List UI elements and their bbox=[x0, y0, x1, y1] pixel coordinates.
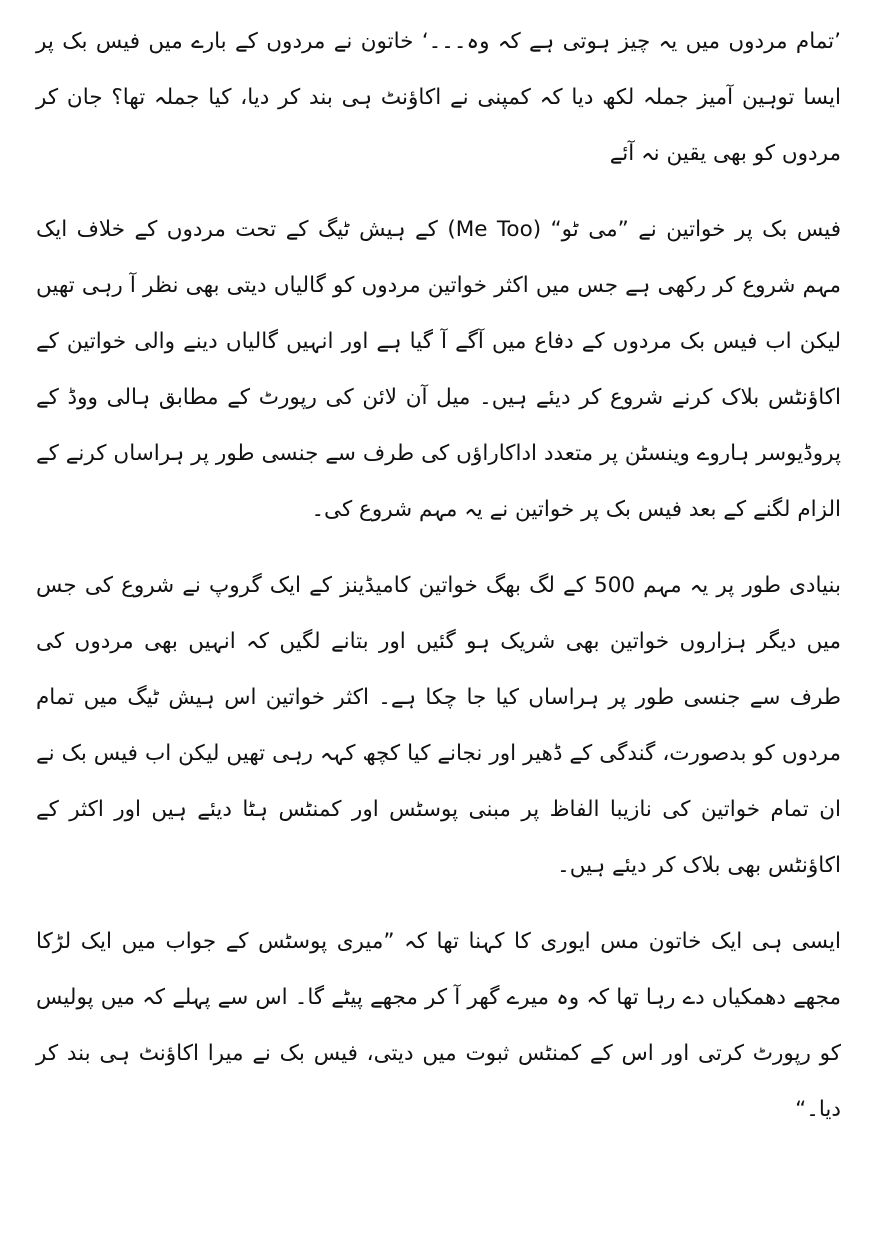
paragraph-quote: ایسی ہی ایک خاتون مس ایوری کا کہنا تھا کہ ”میری پوسٹس کے جواب میں ایک لڑکا مجھے دھمکیاں دے رہا تھا کہ وہ میرے گھر آ کر مجھے پیٹے گا۔ اس سے پہلے کہ میں پولیس کو رپورٹ کرتی اور اس کے کمنٹس ثبوت میں دیتی، فیس بک نے میرا اکاؤنٹ ہی بند کر دیا۔“ bbox=[36, 929, 841, 1122]
paragraph-intro: ’تمام مردوں میں یہ چیز ہوتی ہے کہ وہ۔۔۔‘ خاتون نے مردوں کے بارے میں فیس بک پر ایسا توہین آمیز جملہ لکھ دیا کہ کمپنی نے اکاؤنٹ ہی بند کر دیا، کیا جملہ تھا؟ جان کر مردوں کو بھی یقین نہ آئے bbox=[36, 29, 841, 166]
paragraph-campaign: فیس بک پر خواتین نے ”می ٹو“ (Me Too) کے ہیش ٹیگ کے تحت مردوں کے خلاف ایک مہم شروع کر رکھی ہے جس میں اکثر خواتین مردوں کو گالیاں دیتی بھی نظر آ رہی تھیں لیکن اب فیس بک مردوں کے دفاع میں آگے آ گیا ہے اور انہیں گالیاں دینے والی خواتین کے اکاؤنٹس بلاک کرنے شروع کر دیئے ہیں۔ میل آن لائن کی رپورٹ کے مطابق ہالی ووڈ کے پروڈیوسر ہاروے وینسٹن پر متعدد اداکاراؤں کی طرف سے جنسی طور پر ہراساں کرنے کے الزام لگنے کے بعد فیس بک پر خواتین نے یہ مہم شروع کی۔ bbox=[36, 217, 841, 522]
article-body bbox=[36, 14, 841, 1138]
paragraph-comedians: بنیادی طور پر یہ مہم 500 کے لگ بھگ خواتین کامیڈینز کے ایک گروپ نے شروع کی جس میں دیگر ہزاروں خواتین بھی شریک ہو گئیں اور بتانے لگیں کہ انہیں بھی مردوں کی طرف سے جنسی طور پر ہراساں کیا جا چکا ہے۔ اکثر خواتین اس ہیش ٹیگ میں تمام مردوں کو بدصورت، گندگی کے ڈھیر اور نجانے کیا کچھ کہہ رہی تھیں لیکن اب فیس بک نے ان تمام خواتین کی نازیبا الفاظ پر مبنی پوسٹس اور کمنٹس ہٹا دیئے ہیں اور اکثر کے اکاؤنٹس بھی بلاک کر دیئے ہیں۔ bbox=[36, 573, 841, 878]
